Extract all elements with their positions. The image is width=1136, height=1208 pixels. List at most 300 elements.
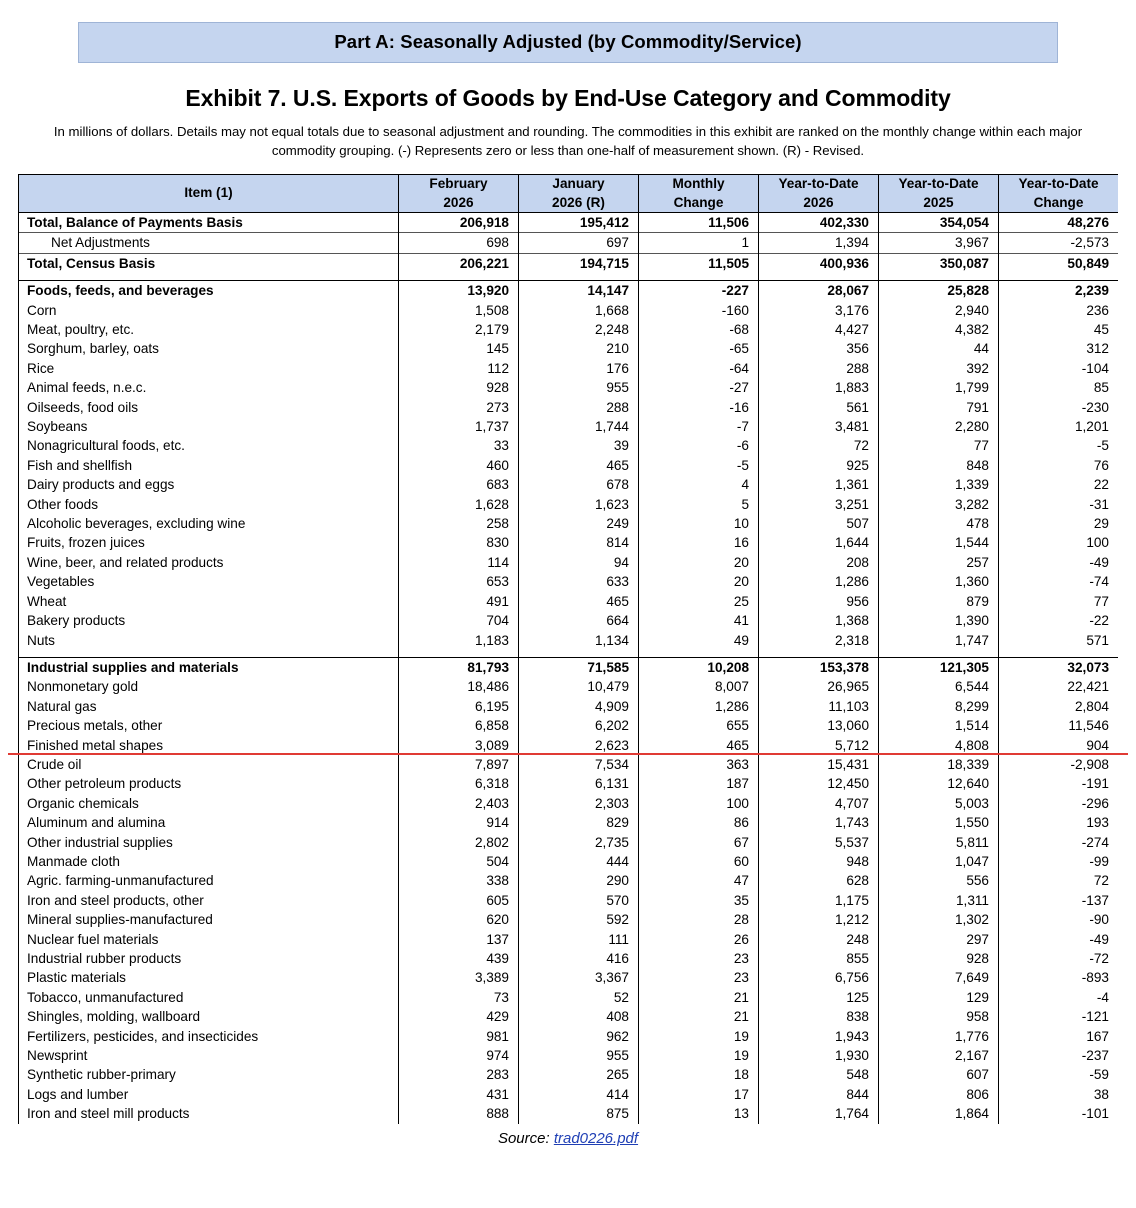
row-value: 955	[519, 378, 639, 397]
row-label: Meat, poultry, etc.	[19, 320, 399, 339]
row-value: 6,544	[879, 677, 999, 696]
row-value: 35	[639, 891, 759, 910]
row-value: 10	[639, 514, 759, 533]
row-label: Other petroleum products	[19, 774, 399, 793]
row-value: 791	[879, 398, 999, 417]
table-row	[19, 910, 1119, 929]
row-value: 806	[879, 1085, 999, 1104]
table-row	[19, 514, 1119, 533]
row-value: 94	[519, 553, 639, 572]
row-value: 1,047	[879, 852, 999, 871]
table-clip	[18, 160, 1118, 1123]
row-value: 2,403	[399, 794, 519, 813]
table-row	[19, 755, 1119, 774]
row-value: 1,883	[759, 378, 879, 397]
table-spacer-cell	[19, 273, 399, 281]
row-value: -160	[639, 301, 759, 320]
row-value: 356	[759, 339, 879, 358]
row-value: 363	[639, 755, 759, 774]
row-value: 32,073	[999, 657, 1119, 677]
row-value: 1,628	[399, 495, 519, 514]
row-value: 13,060	[759, 716, 879, 735]
row-value: -230	[999, 398, 1119, 417]
table-row	[19, 988, 1119, 1007]
row-value: 3,282	[879, 495, 999, 514]
row-value: 431	[399, 1085, 519, 1104]
row-label: Manmade cloth	[19, 852, 399, 871]
row-value: 491	[399, 592, 519, 611]
row-value: 50,849	[999, 253, 1119, 273]
row-value: 948	[759, 852, 879, 871]
row-value: 72	[759, 436, 879, 455]
table-row	[19, 436, 1119, 455]
column-header-monthly-change-line2: Change	[673, 194, 724, 210]
row-value: 81,793	[399, 657, 519, 677]
document-page	[0, 22, 1136, 1208]
row-value: 592	[519, 910, 639, 929]
row-value: 444	[519, 852, 639, 871]
row-value: 17	[639, 1085, 759, 1104]
row-value: 265	[519, 1065, 639, 1084]
column-header-ytd-2025-line1: Year-to-Date	[898, 176, 979, 192]
row-value: -99	[999, 852, 1119, 871]
row-label: Rice	[19, 359, 399, 378]
row-value: 981	[399, 1027, 519, 1046]
row-value: 6,202	[519, 716, 639, 735]
row-value: 41	[639, 611, 759, 630]
row-value: 830	[399, 533, 519, 552]
row-label: Nonagricultural foods, etc.	[19, 436, 399, 455]
row-value: 683	[399, 475, 519, 494]
row-value: 2,735	[519, 833, 639, 852]
row-value: 460	[399, 456, 519, 475]
row-value: 848	[879, 456, 999, 475]
row-value: 678	[519, 475, 639, 494]
row-label: Natural gas	[19, 697, 399, 716]
row-value: -65	[639, 339, 759, 358]
row-value: 12,450	[759, 774, 879, 793]
row-value: 1,747	[879, 631, 999, 650]
row-value: 408	[519, 1007, 639, 1026]
row-value: 1,508	[399, 301, 519, 320]
row-value: 548	[759, 1065, 879, 1084]
row-value: 11,505	[639, 253, 759, 273]
row-value: 664	[519, 611, 639, 630]
row-value: 925	[759, 456, 879, 475]
row-value: -31	[999, 495, 1119, 514]
row-value: -16	[639, 398, 759, 417]
row-value: 478	[879, 514, 999, 533]
row-value: 962	[519, 1027, 639, 1046]
row-value: 838	[759, 1007, 879, 1026]
row-value: 3,389	[399, 968, 519, 987]
row-value: 1,394	[759, 233, 879, 253]
row-value: -101	[999, 1104, 1119, 1123]
row-value: 28,067	[759, 281, 879, 301]
row-label: Synthetic rubber-primary	[19, 1065, 399, 1084]
row-value: -6	[639, 436, 759, 455]
row-label: Sorghum, barley, oats	[19, 339, 399, 358]
row-value: 570	[519, 891, 639, 910]
row-value: 44	[879, 339, 999, 358]
exports-table	[18, 174, 1118, 1123]
row-value: 22,421	[999, 677, 1119, 696]
row-value: 21	[639, 988, 759, 1007]
row-value: 73	[399, 988, 519, 1007]
row-value: 4,382	[879, 320, 999, 339]
row-label: Finished metal shapes	[19, 736, 399, 755]
row-value: 1,390	[879, 611, 999, 630]
row-value: 914	[399, 813, 519, 832]
row-label: Logs and lumber	[19, 1085, 399, 1104]
row-value: 19	[639, 1046, 759, 1065]
subnote: In millions of dollars. Details may not equal totals due to seasonal adjustment and rounding. The commodities in this exhibit are ranked on the monthly change within each major commodity grouping. (-) Represents zero or less than one-half of measurement shown. (R) - Revised.	[53, 124, 1083, 159]
row-value: 7,897	[399, 755, 519, 774]
row-value: 15,431	[759, 755, 879, 774]
table-row	[19, 398, 1119, 417]
row-value: 4	[639, 475, 759, 494]
row-value: 47	[639, 871, 759, 890]
row-label: Other foods	[19, 495, 399, 514]
row-value: 257	[879, 553, 999, 572]
row-value: 633	[519, 572, 639, 591]
row-value: 18,486	[399, 677, 519, 696]
row-value: 153,378	[759, 657, 879, 677]
row-value: 11,506	[639, 212, 759, 232]
row-value: 1,339	[879, 475, 999, 494]
row-label: Total, Census Basis	[19, 253, 399, 273]
row-value: -121	[999, 1007, 1119, 1026]
table-row	[19, 281, 1119, 301]
table-row	[19, 553, 1119, 572]
row-value: 6,756	[759, 968, 879, 987]
row-value: 18,339	[879, 755, 999, 774]
row-label: Organic chemicals	[19, 794, 399, 813]
row-value: 1,623	[519, 495, 639, 514]
row-value: 354,054	[879, 212, 999, 232]
row-value: 1,930	[759, 1046, 879, 1065]
row-value: 48,276	[999, 212, 1119, 232]
row-value: 1,368	[759, 611, 879, 630]
row-value: 100	[999, 533, 1119, 552]
row-value: 12,640	[879, 774, 999, 793]
row-value: 312	[999, 339, 1119, 358]
row-value: 3,481	[759, 417, 879, 436]
row-label: Newsprint	[19, 1046, 399, 1065]
table-row	[19, 417, 1119, 436]
row-label: Iron and steel mill products	[19, 1104, 399, 1123]
table-row	[19, 475, 1119, 494]
row-value: 7,649	[879, 968, 999, 987]
row-value: 1,737	[399, 417, 519, 436]
row-label: Nuclear fuel materials	[19, 930, 399, 949]
row-value: 429	[399, 1007, 519, 1026]
row-value: 956	[759, 592, 879, 611]
row-label: Wheat	[19, 592, 399, 611]
row-value: 955	[519, 1046, 639, 1065]
column-header-monthly-change	[639, 175, 759, 213]
table-spacer-cell	[999, 650, 1119, 658]
row-value: 206,221	[399, 253, 519, 273]
table-spacer-cell	[759, 273, 879, 281]
row-value: 8,299	[879, 697, 999, 716]
row-value: -64	[639, 359, 759, 378]
row-value: 1,864	[879, 1104, 999, 1123]
source-label: Source:	[497, 1129, 550, 1147]
row-value: 414	[519, 1085, 639, 1104]
row-value: 465	[519, 592, 639, 611]
row-value: 20	[639, 553, 759, 572]
row-value: 86	[639, 813, 759, 832]
column-header-monthly-change-line1: Monthly	[672, 176, 725, 192]
row-label: Fruits, frozen juices	[19, 533, 399, 552]
row-value: 698	[399, 233, 519, 253]
row-value: 561	[759, 398, 879, 417]
row-value: 1,134	[519, 631, 639, 650]
row-value: 928	[399, 378, 519, 397]
row-value: -90	[999, 910, 1119, 929]
row-label: Nuts	[19, 631, 399, 650]
row-value: -4	[999, 988, 1119, 1007]
row-label: Dairy products and eggs	[19, 475, 399, 494]
table-row	[19, 631, 1119, 650]
row-value: 29	[999, 514, 1119, 533]
row-value: 350,087	[879, 253, 999, 273]
row-label: Alcoholic beverages, excluding wine	[19, 514, 399, 533]
row-value: 206,918	[399, 212, 519, 232]
row-value: 2,802	[399, 833, 519, 852]
row-label: Total, Balance of Payments Basis	[19, 212, 399, 232]
row-value: 8,007	[639, 677, 759, 696]
column-header-ytd-change-line2: Change	[1033, 194, 1084, 210]
row-value: 628	[759, 871, 879, 890]
row-value: -5	[999, 436, 1119, 455]
table-row	[19, 1046, 1119, 1065]
column-header-february-line1: February	[429, 176, 488, 192]
row-value: -296	[999, 794, 1119, 813]
table-row	[19, 611, 1119, 630]
table-row	[19, 1007, 1119, 1026]
column-header-ytd-2025-line2: 2025	[923, 194, 954, 210]
row-value: 1,799	[879, 378, 999, 397]
row-value: 290	[519, 871, 639, 890]
row-value: 71,585	[519, 657, 639, 677]
row-value: 114	[399, 553, 519, 572]
row-value: 2,804	[999, 697, 1119, 716]
table-row	[19, 774, 1119, 793]
column-header-ytd-change	[999, 175, 1119, 213]
table-row	[19, 533, 1119, 552]
row-label: Agric. farming-unmanufactured	[19, 871, 399, 890]
table-row	[19, 716, 1119, 735]
row-label: Wine, beer, and related products	[19, 553, 399, 572]
source-link[interactable]: trad0226.pdf	[553, 1129, 639, 1147]
row-value: 14,147	[519, 281, 639, 301]
table-row	[19, 378, 1119, 397]
table-spacer-cell	[399, 273, 519, 281]
row-value: 465	[519, 456, 639, 475]
row-value: 10,208	[639, 657, 759, 677]
table-body	[19, 212, 1119, 1123]
table-row	[19, 572, 1119, 591]
table-spacer-cell	[879, 273, 999, 281]
row-value: 1,212	[759, 910, 879, 929]
row-value: 504	[399, 852, 519, 871]
row-value: 2,318	[759, 631, 879, 650]
row-value: 814	[519, 533, 639, 552]
row-value: -59	[999, 1065, 1119, 1084]
row-label: Industrial supplies and materials	[19, 657, 399, 677]
row-value: 844	[759, 1085, 879, 1104]
row-value: 145	[399, 339, 519, 358]
row-value: 556	[879, 871, 999, 890]
column-header-february	[399, 175, 519, 213]
row-value: 6,131	[519, 774, 639, 793]
row-value: 297	[879, 930, 999, 949]
row-label: Bakery products	[19, 611, 399, 630]
row-value: 2,239	[999, 281, 1119, 301]
row-value: 2,940	[879, 301, 999, 320]
row-value: 23	[639, 949, 759, 968]
row-value: -72	[999, 949, 1119, 968]
row-value: -191	[999, 774, 1119, 793]
row-value: 77	[879, 436, 999, 455]
row-label: Plastic materials	[19, 968, 399, 987]
column-header-item	[19, 175, 399, 213]
table-row	[19, 833, 1119, 852]
row-value: 45	[999, 320, 1119, 339]
row-value: 77	[999, 592, 1119, 611]
table-row	[19, 697, 1119, 716]
column-header-ytd-change-line1: Year-to-Date	[1018, 176, 1099, 192]
row-value: 402,330	[759, 212, 879, 232]
row-value: 571	[999, 631, 1119, 650]
row-value: 26	[639, 930, 759, 949]
header-row	[19, 175, 1119, 213]
row-value: 7,534	[519, 755, 639, 774]
row-value: 1,201	[999, 417, 1119, 436]
row-value: 11,103	[759, 697, 879, 716]
row-label: Nonmonetary gold	[19, 677, 399, 696]
row-label: Animal feeds, n.e.c.	[19, 378, 399, 397]
row-value: 23	[639, 968, 759, 987]
row-label: Tobacco, unmanufactured	[19, 988, 399, 1007]
row-value: 288	[519, 398, 639, 417]
row-value: 208	[759, 553, 879, 572]
row-value: 5	[639, 495, 759, 514]
row-label: Other industrial supplies	[19, 833, 399, 852]
row-value: 4,707	[759, 794, 879, 813]
row-value: 875	[519, 1104, 639, 1123]
row-value: 1,361	[759, 475, 879, 494]
table-row	[19, 339, 1119, 358]
column-header-item-line1: Item (1)	[184, 185, 233, 201]
table-row	[19, 794, 1119, 813]
row-value: 1,764	[759, 1104, 879, 1123]
row-value: 125	[759, 988, 879, 1007]
row-value: 6,195	[399, 697, 519, 716]
row-value: 1,544	[879, 533, 999, 552]
row-value: 39	[519, 436, 639, 455]
row-label: Industrial rubber products	[19, 949, 399, 968]
row-value: 210	[519, 339, 639, 358]
column-header-ytd-2026-line1: Year-to-Date	[778, 176, 859, 192]
table-spacer-cell	[999, 273, 1119, 281]
row-value: 439	[399, 949, 519, 968]
row-value: 52	[519, 988, 639, 1007]
row-value: 33	[399, 436, 519, 455]
row-value: 16	[639, 533, 759, 552]
column-header-ytd-2026	[759, 175, 879, 213]
row-value: 193	[999, 813, 1119, 832]
row-label: Aluminum and alumina	[19, 813, 399, 832]
row-value: 19	[639, 1027, 759, 1046]
row-value: 18	[639, 1065, 759, 1084]
row-value: 121,305	[879, 657, 999, 677]
row-value: -893	[999, 968, 1119, 987]
row-value: 25,828	[879, 281, 999, 301]
row-value: -5	[639, 456, 759, 475]
row-value: 6,318	[399, 774, 519, 793]
row-value: -7	[639, 417, 759, 436]
row-value: 879	[879, 592, 999, 611]
row-value: 67	[639, 833, 759, 852]
row-value: 13	[639, 1104, 759, 1123]
row-value: 1	[639, 233, 759, 253]
row-value: 5,537	[759, 833, 879, 852]
row-value: 76	[999, 456, 1119, 475]
row-value: 22	[999, 475, 1119, 494]
row-value: 400,936	[759, 253, 879, 273]
row-value: 4,427	[759, 320, 879, 339]
table-row	[19, 813, 1119, 832]
row-value: 1,286	[639, 697, 759, 716]
row-value: 1,943	[759, 1027, 879, 1046]
row-value: 855	[759, 949, 879, 968]
row-value: 697	[519, 233, 639, 253]
row-value: 21	[639, 1007, 759, 1026]
page-title: Exhibit 7. U.S. Exports of Goods by End-Use Category and Commodity	[185, 85, 951, 111]
row-value: 607	[879, 1065, 999, 1084]
row-value: 258	[399, 514, 519, 533]
row-value: 2,623	[519, 736, 639, 755]
table-row	[19, 592, 1119, 611]
row-value: -274	[999, 833, 1119, 852]
table-row	[19, 301, 1119, 320]
row-value: 1,514	[879, 716, 999, 735]
row-label: Net Adjustments	[19, 233, 399, 253]
row-value: 620	[399, 910, 519, 929]
row-value: -27	[639, 378, 759, 397]
source-note	[18, 1130, 1118, 1147]
row-value: 974	[399, 1046, 519, 1065]
row-value: 2,280	[879, 417, 999, 436]
row-value: 507	[759, 514, 879, 533]
table-row	[19, 495, 1119, 514]
row-value: 704	[399, 611, 519, 630]
row-value: 392	[879, 359, 999, 378]
table-row	[19, 212, 1119, 232]
row-value: 1,668	[519, 301, 639, 320]
row-value: 100	[639, 794, 759, 813]
table-row	[19, 930, 1119, 949]
table-row	[19, 359, 1119, 378]
row-value: 3,251	[759, 495, 879, 514]
table-row	[19, 1027, 1119, 1046]
table-row	[19, 1104, 1119, 1123]
row-value: -237	[999, 1046, 1119, 1065]
row-value: 26,965	[759, 677, 879, 696]
